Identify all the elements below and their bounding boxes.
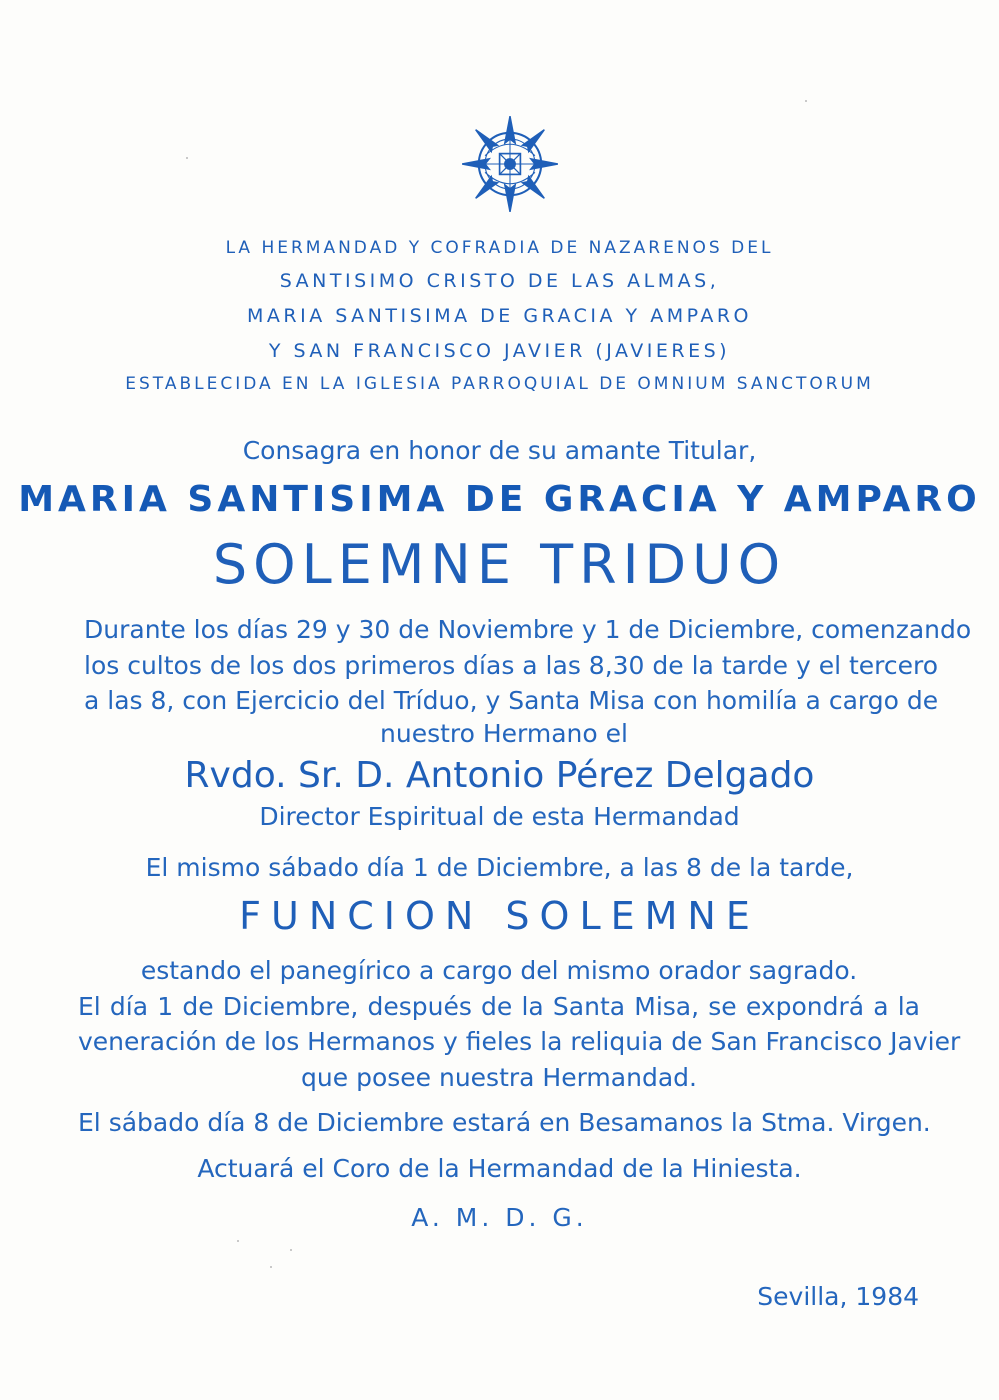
dedication-intro: Consagra en honor de su amante Titular,	[242, 436, 757, 465]
schedule-line-4: nuestro Hermano el	[380, 718, 628, 748]
place-date: Sevilla, 1984	[757, 1282, 919, 1311]
schedule-line-3: a las 8, con Ejercicio del Tríduo, y Santa Misa con homilía a cargo de	[84, 686, 939, 715]
paper-speck	[290, 1249, 292, 1251]
function-intro: El mismo sábado día 1 de Diciembre, a las 8 de la tarde,	[145, 853, 854, 882]
details-line-2: El día 1 de Diciembre, después de la Santa Misa, se expondrá a la	[78, 991, 920, 1021]
details-line-3: veneración de los Hermanos y fieles la reliquia de San Francisco Javier	[78, 1027, 961, 1056]
details-line-1: estando el panegírico a cargo del mismo orador sagrado.	[140, 956, 858, 985]
preacher-role: Director Espiritual de esta Hermandad	[259, 802, 740, 831]
schedule-line-1: Durante los días 29 y 30 de Noviembre y 1 de Diciembre, comenzando	[84, 615, 972, 644]
choir-line: Actuará el Coro de la Hermandad de la Hiniesta.	[197, 1154, 802, 1183]
preacher-name: Rvdo. Sr. D. Antonio Pérez Delgado	[184, 755, 815, 796]
motto: A. M. D. G.	[411, 1203, 588, 1232]
header-line-5: ESTABLECIDA EN LA IGLESIA PARROQUIAL DE OMNIUM SANCTORUM	[125, 374, 874, 394]
besamanos-paragraph	[78, 1105, 931, 1141]
header-line-3: MARIA SANTISIMA DE GRACIA Y AMPARO	[247, 305, 752, 327]
header-line-2: SANTISIMO CRISTO DE LAS ALMAS,	[279, 270, 720, 292]
header-line-1: LA HERMANDAD Y COFRADIA DE NAZARENOS DEL	[225, 238, 774, 258]
paper-speck	[237, 1240, 239, 1242]
titular-name: MARIA SANTISIMA DE GRACIA Y AMPARO	[18, 479, 981, 520]
schedule-paragraph	[84, 612, 972, 749]
paper-speck	[270, 1266, 272, 1268]
details-line-4: que posee nuestra Hermandad.	[301, 1062, 697, 1092]
besamanos-line: El sábado día 8 de Diciembre estará en Besamanos la Stma. Virgen.	[78, 1108, 931, 1137]
brotherhood-emblem-icon	[458, 112, 562, 216]
paper-speck	[186, 157, 188, 159]
details-paragraph	[78, 953, 961, 1095]
event-title: SOLEMNE TRIDUO	[212, 533, 787, 596]
paper-speck	[805, 100, 807, 102]
header-line-4: Y SAN FRANCISCO JAVIER (JAVIERES)	[268, 340, 731, 362]
function-title: FUNCION SOLEMNE	[239, 894, 760, 938]
schedule-line-2: los cultos de los dos primeros días a las 8,30 de la tarde y el tercero	[84, 650, 939, 680]
